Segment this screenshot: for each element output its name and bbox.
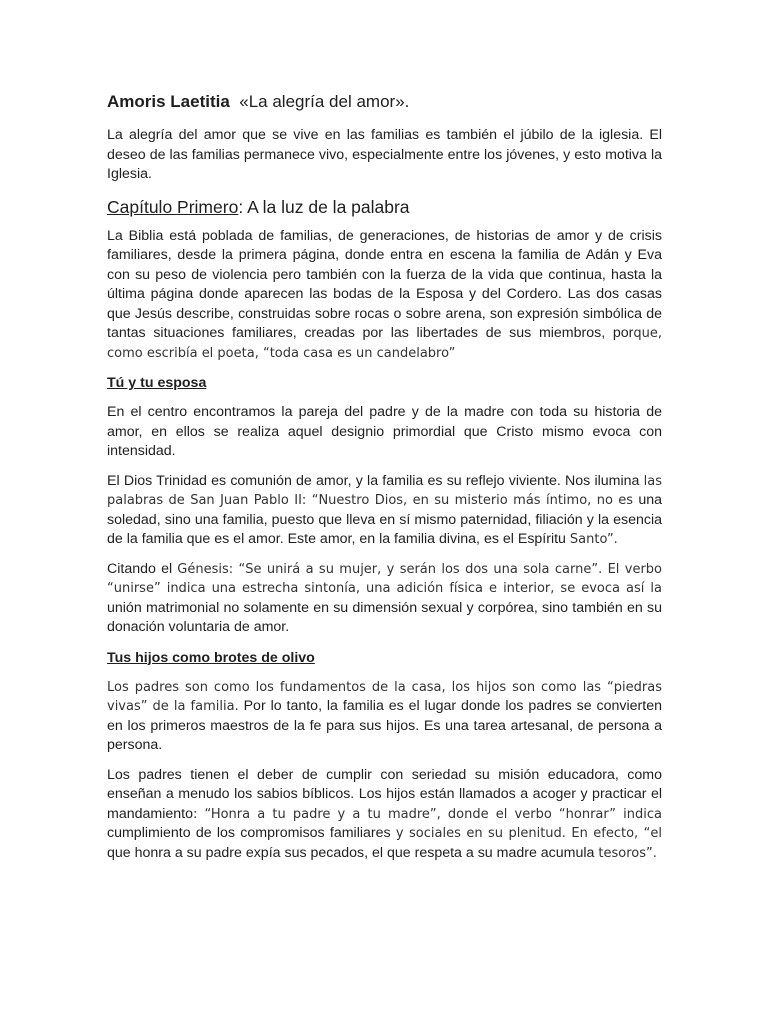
paragraph-3-b: las palabras de San Juan Pablo II: “Nuestro Dios, en su misterio más íntimo, no es — [107, 473, 662, 508]
document-title — [107, 90, 662, 114]
paragraph-3-d: Santo”. — [569, 532, 618, 547]
paragraph-1-quote: que, como escribía el poeta, “toda casa es un candelabro” — [107, 326, 662, 361]
paragraph-4-c: unión matrimonial no solamente en su dimensión sexual y corpórea, sino también en su donación voluntaria de amor. — [107, 599, 662, 635]
paragraph-4-a: Citando el — [107, 560, 178, 577]
paragraph-6 — [107, 766, 662, 864]
title-subtitle: «La alegría del amor». — [239, 92, 410, 111]
document-page — [107, 90, 662, 873]
paragraph-6-b: : “Honra a tu padre y a tu madre”, donde el verbo “honrar” indica — [192, 806, 662, 822]
section-heading-esposa: Tú y tu esposa — [107, 375, 207, 391]
section-heading-hijos: Tus hijos como brotes de olivo — [107, 649, 315, 666]
paragraph-6-a: Los padres tienen el deber de cumplir con seriedad su misión educadora, como enseñan a menudo los sabios bíblicos. Los hijos están llamados a acoger y practicar el mandamiento — [107, 766, 662, 822]
intro-paragraph: La alegría del amor que se vive en las familias es también el júbilo de la iglesia. El deseo de las familias permanece vivo, especialmente entre los jóvenes, y esto motiva la Iglesia. — [107, 127, 662, 182]
paragraph-5-b: Por lo tanto, la familia es el lugar donde los padres se convierten en los primeros maestros de la fe para sus hijos. Es una tarea artesanal, de persona a persona. — [107, 698, 662, 753]
paragraph-4 — [107, 560, 662, 638]
paragraph-6-e: que honra a su padre expía sus pecados, el que respeta a su madre acumula — [107, 844, 599, 861]
paragraph-4-b: Génesis: “Se unirá a su mujer, y serán los dos una sola carne”. El verbo “unirse” indica una estrecha sintonía, una adición física e interior, se evoca así la — [107, 561, 662, 596]
paragraph-6-f: tesoros”. — [598, 845, 657, 861]
paragraph-3 — [107, 472, 662, 550]
paragraph-6-c: cumplimiento de los compromisos familiares — [107, 825, 396, 841]
paragraph-1-main: La Biblia está poblada de familias, de generaciones, de historias de amor y de crisis familiares, desde la primera página, donde entra en escena la familia de Adán y Eva con su peso de violencia pero también con la fuerza de la vida que continua, hasta la última página donde aparecen las bodas de la Esposa y del Cordero. Las dos casas que Jesús describe, construidas sobre rocas o sobre arena, son expresión simbólica de tantas situaciones familiares, creadas por las libertades de sus miembros, por — [107, 227, 662, 341]
chapter-rest: : A la luz de la palabra — [238, 196, 410, 217]
paragraph-5-a: Los padres son como los fundamentos de la casa, los hijos son como las “piedras vivas” de la familia. — [107, 679, 662, 714]
chapter-heading — [107, 195, 662, 219]
paragraph-3-c: una soledad, sino una familia, puesto que lleva en sí mismo paternidad, filiación y la esencia de la familia que es el amor. Este amor, en la familia divina, es el Espíritu — [107, 492, 662, 547]
paragraph-1 — [107, 227, 662, 364]
paragraph-5 — [107, 678, 662, 756]
paragraph-6-d: y sociales en su plenitud. En efecto, “el — [395, 826, 662, 841]
paragraph-3-a: El Dios Trinidad es comunión de amor, y la familia es su reflejo viviente. Nos ilumina — [107, 472, 644, 489]
title-bold: Amoris Laetitia — [107, 92, 230, 111]
chapter-label: Capítulo Primero — [107, 196, 239, 217]
paragraph-2: En el centro encontramos la pareja del padre y de la madre con toda su historia de amor, en ellos se realiza aquel designio primordial que Cristo mismo evoca con intensidad. — [107, 404, 662, 459]
